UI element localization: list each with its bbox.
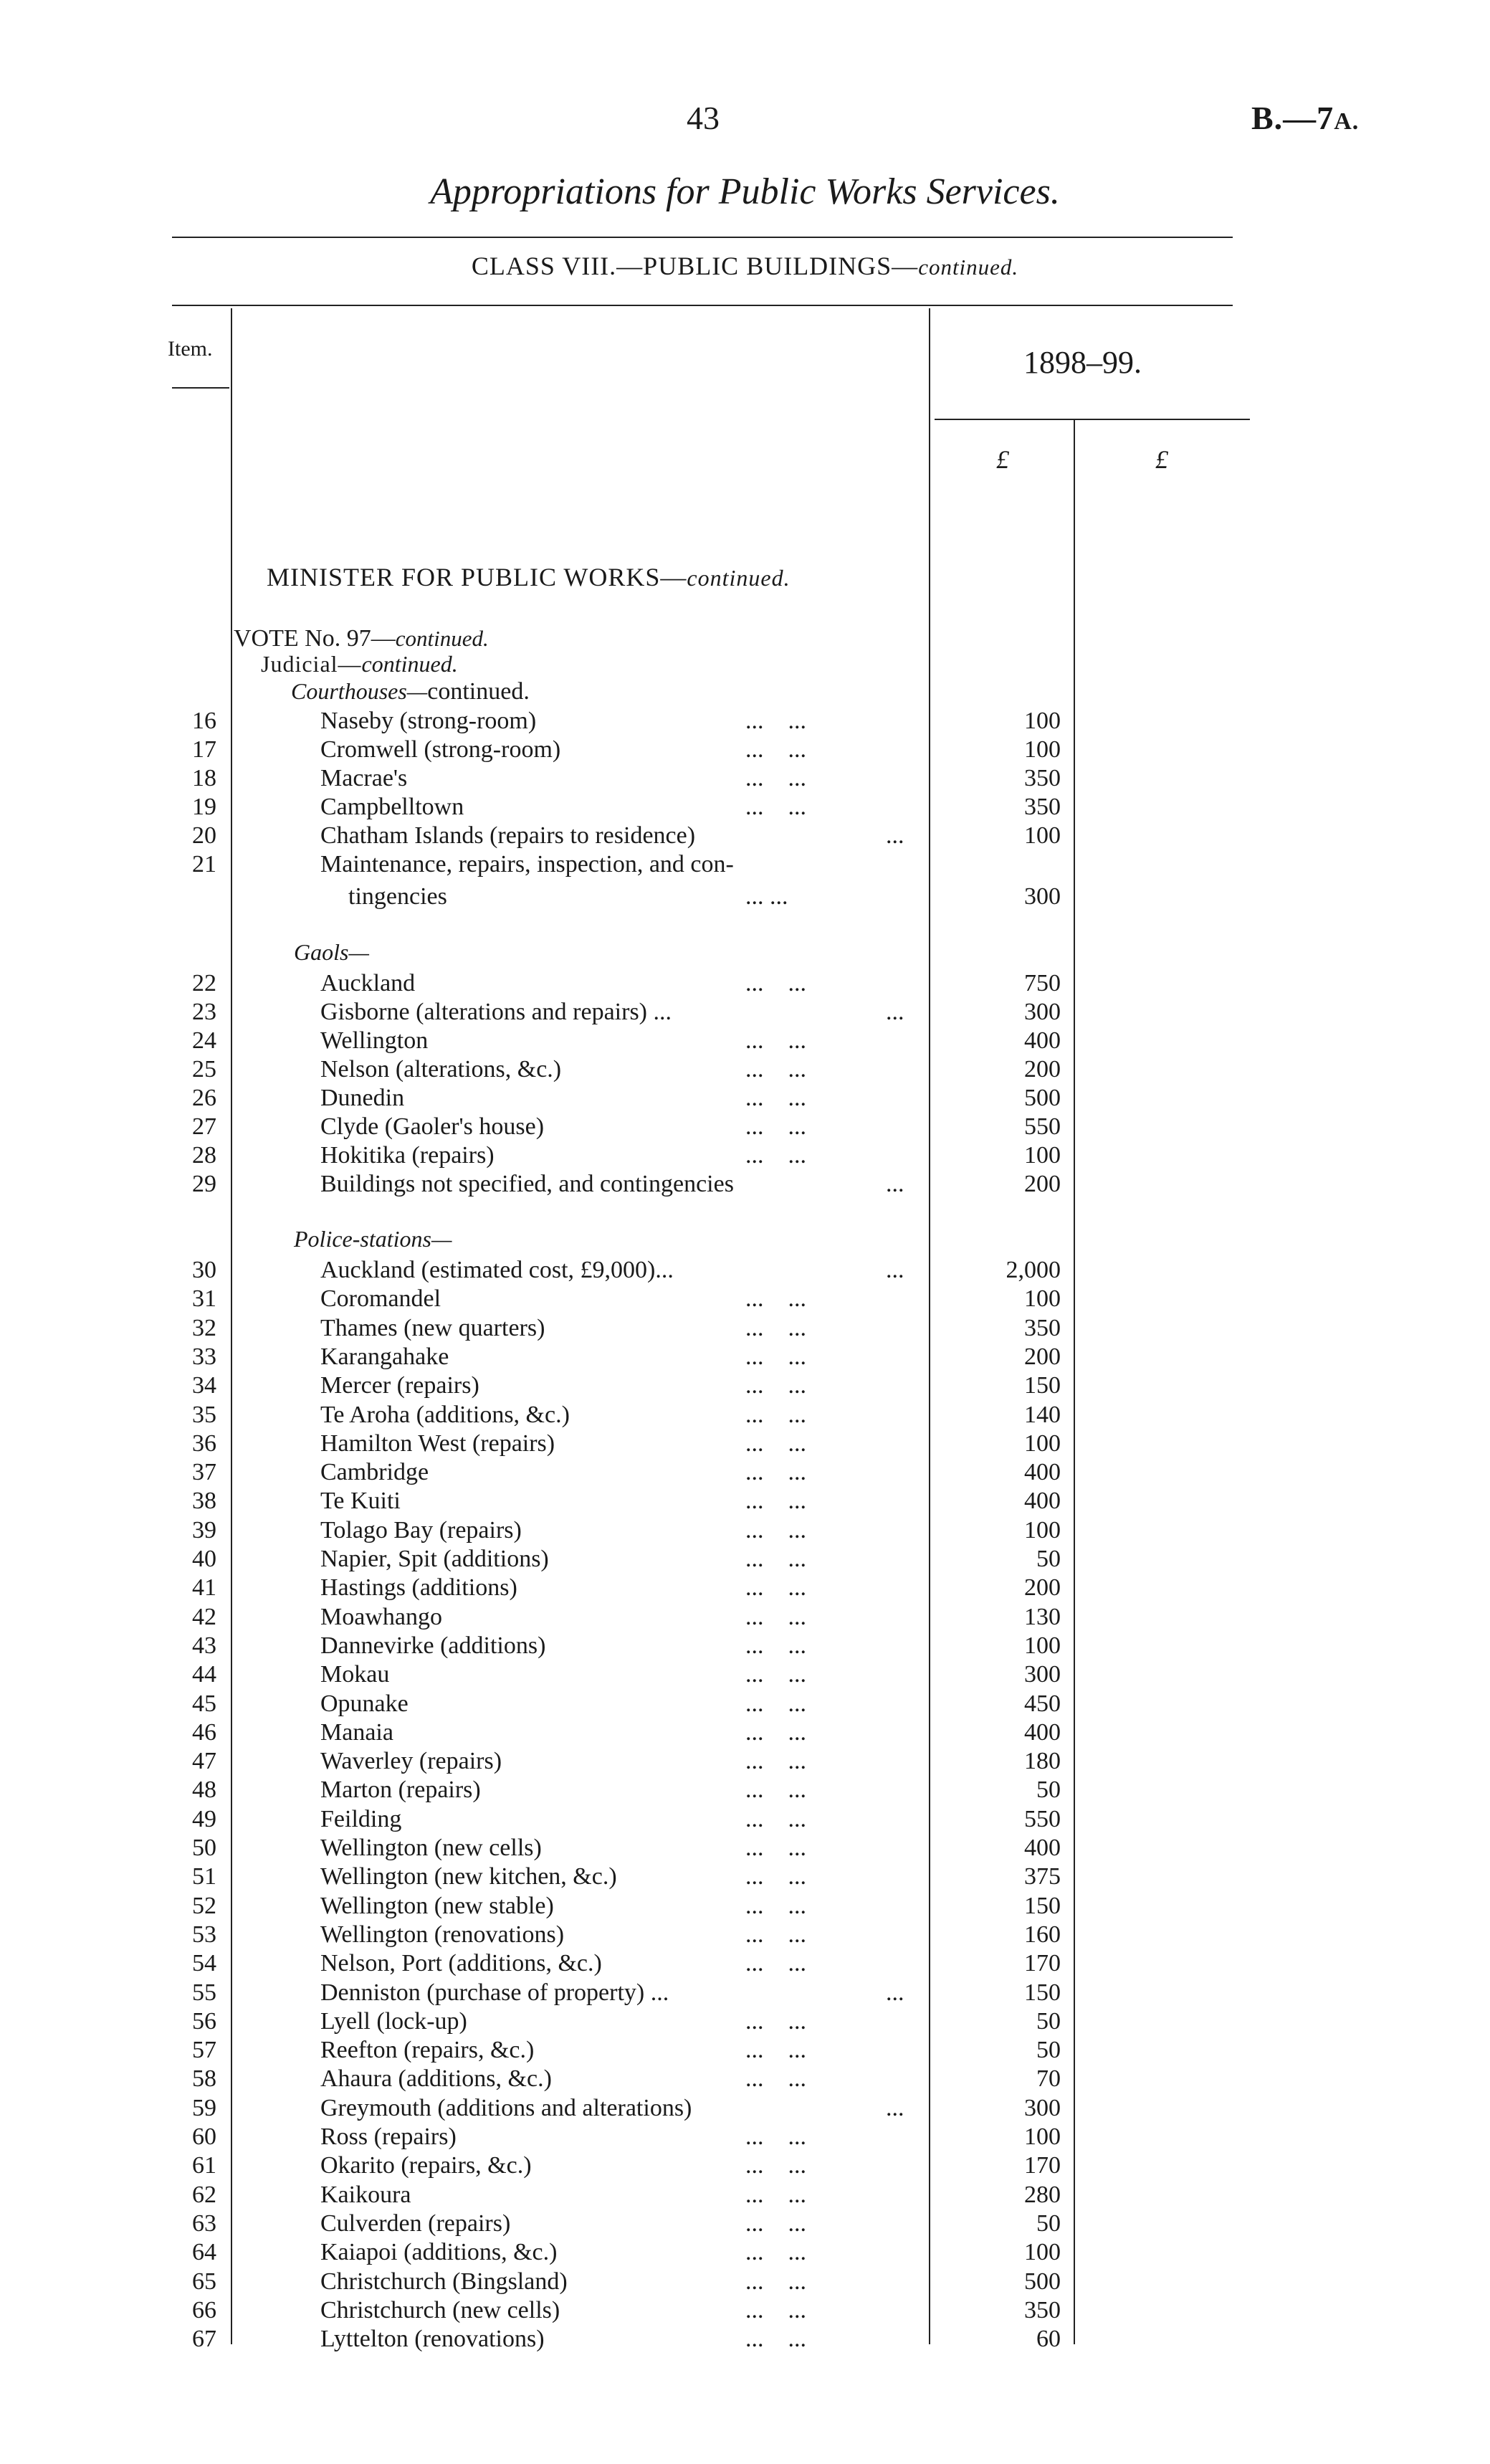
doc-ref-suffix: A. xyxy=(1334,108,1360,135)
item-number: 60 xyxy=(192,2123,216,2150)
leader-dots: ... ... xyxy=(745,1113,806,1140)
header-rule xyxy=(172,305,1233,306)
table-row xyxy=(0,2151,1490,2180)
item-amount: 300 xyxy=(1024,1661,1061,1688)
item-description: Kaikoura xyxy=(320,2181,411,2208)
item-amount: 100 xyxy=(1024,822,1061,849)
item-amount: 130 xyxy=(1024,1603,1061,1630)
leader-dots: ... ... xyxy=(745,736,806,763)
item-amount: 50 xyxy=(1036,2209,1061,2237)
table-row xyxy=(0,1747,1490,1776)
item-amount: 50 xyxy=(1036,1776,1061,1804)
document-reference xyxy=(1251,99,1359,137)
item-number: 53 xyxy=(192,1921,216,1948)
item-amount: 150 xyxy=(1024,1892,1061,1919)
leader-dots: ... ... xyxy=(745,1661,806,1688)
table-row xyxy=(0,2123,1490,2151)
vote-heading xyxy=(234,625,489,652)
item-amount: 170 xyxy=(1024,1950,1061,1977)
item-description: Hamilton West (repairs) xyxy=(320,1430,555,1457)
item-description: Wellington (new cells) xyxy=(320,1835,542,1861)
table-row xyxy=(0,2036,1490,2065)
item-description: Manaia xyxy=(320,1718,393,1746)
item-number: 33 xyxy=(192,1343,216,1370)
leader-dots: ... ... xyxy=(745,2037,806,2064)
item-description: Wellington xyxy=(320,1027,429,1054)
item-amount: 500 xyxy=(1024,1085,1061,1111)
item-description: Marton (repairs) xyxy=(320,1776,481,1804)
courthouses-title: Courthouses— xyxy=(291,678,428,704)
table-row xyxy=(0,822,1490,850)
item-amount: 100 xyxy=(1024,1142,1061,1169)
item-amount: 100 xyxy=(1024,1285,1061,1313)
item-number: 32 xyxy=(192,1314,216,1341)
table-row xyxy=(0,707,1490,736)
item-amount: 50 xyxy=(1036,2007,1061,2035)
item-amount: 350 xyxy=(1024,765,1061,791)
item-amount: 60 xyxy=(1036,2326,1061,2353)
table-row xyxy=(0,2065,1490,2093)
leader-dots: ... ... xyxy=(745,1343,806,1370)
leader-dots: ... ... xyxy=(745,1488,806,1515)
item-amount: 400 xyxy=(1024,1835,1061,1861)
item-number: 30 xyxy=(192,1257,216,1283)
row-21-continuation: tingencies xyxy=(348,883,447,910)
item-number: 46 xyxy=(192,1718,216,1746)
table-row xyxy=(0,1979,1490,2007)
item-description: Hokitika (repairs) xyxy=(320,1142,495,1169)
class-title: CLASS VIII.—PUBLIC BUILDINGS— xyxy=(471,252,919,280)
table-row xyxy=(0,2296,1490,2325)
table-row xyxy=(0,764,1490,793)
table-row xyxy=(0,1805,1490,1834)
leader-dots: ... ... xyxy=(745,1056,806,1083)
item-number: 58 xyxy=(192,2065,216,2093)
item-amount: 280 xyxy=(1024,2181,1061,2208)
leader-dots: ... ... xyxy=(745,2326,806,2353)
item-number: 28 xyxy=(192,1142,216,1169)
table-row xyxy=(0,793,1490,822)
leader-dots: ... ... xyxy=(745,1921,806,1948)
table-row xyxy=(0,1084,1490,1113)
table-row xyxy=(0,969,1490,998)
item-number: 61 xyxy=(192,2152,216,2179)
table-row xyxy=(0,1921,1490,1949)
item-description: Campbelltown xyxy=(320,794,464,820)
item-number: 26 xyxy=(192,1085,216,1111)
item-description: Reefton (repairs, &c.) xyxy=(320,2037,535,2064)
courthouses-heading xyxy=(291,678,530,705)
leader-dots: ... ... xyxy=(745,1805,806,1832)
table-row xyxy=(0,2238,1490,2267)
item-description: Nelson, Port (additions, &c.) xyxy=(320,1950,602,1977)
leader-dots: ... ... xyxy=(745,2268,806,2295)
item-number: 21 xyxy=(192,851,216,877)
item-amount: 100 xyxy=(1024,708,1061,734)
leader-dots: ... ... xyxy=(745,1372,806,1399)
leader-dots: ... xyxy=(886,999,904,1025)
item-amount: 100 xyxy=(1024,1632,1061,1659)
item-description: Macrae's xyxy=(320,765,408,791)
item-description: Mercer (repairs) xyxy=(320,1372,479,1399)
item-description: Auckland (estimated cost, £9,000)... xyxy=(320,1257,674,1283)
item-header-underline xyxy=(172,387,229,389)
item-number: 66 xyxy=(192,2296,216,2323)
item-number: 55 xyxy=(192,1979,216,2006)
leader-dots: ... xyxy=(886,1257,904,1283)
item-number: 20 xyxy=(192,822,216,849)
leader-dots: ... xyxy=(886,2094,904,2121)
table-row xyxy=(0,1285,1490,1313)
page-number: 43 xyxy=(687,100,720,136)
courthouses-continued: continued. xyxy=(427,678,530,705)
item-description: Moawhango xyxy=(320,1603,442,1630)
item-description: Chatham Islands (repairs to residence) xyxy=(320,822,696,849)
item-amount: 400 xyxy=(1024,1718,1061,1746)
item-number: 19 xyxy=(192,794,216,820)
item-description: Te Aroha (additions, &c.) xyxy=(320,1401,570,1428)
item-description: Clyde (Gaoler's house) xyxy=(320,1113,545,1140)
class-heading xyxy=(0,251,1490,281)
item-amount: 550 xyxy=(1024,1805,1061,1832)
item-description: Thames (new quarters) xyxy=(320,1314,545,1341)
item-description: Maintenance, repairs, inspection, and con- xyxy=(320,851,734,877)
item-number: 67 xyxy=(192,2326,216,2353)
leader-dots: ... ... xyxy=(745,1401,806,1428)
year-column-header: 1898–99. xyxy=(1023,345,1142,380)
item-description: Wellington (renovations) xyxy=(320,1921,565,1948)
leader-dots: ... ... xyxy=(745,1632,806,1659)
table-row xyxy=(0,1892,1490,1921)
item-amount: 400 xyxy=(1024,1027,1061,1054)
item-amount: 100 xyxy=(1024,736,1061,763)
leader-dots: ... ... xyxy=(745,2007,806,2035)
leader-dots: ... ... xyxy=(745,1748,806,1775)
leader-dots: ... xyxy=(886,822,904,849)
leader-dots: ... ... xyxy=(745,970,806,996)
item-number: 34 xyxy=(192,1372,216,1399)
table-row xyxy=(0,736,1490,764)
table-row xyxy=(0,998,1490,1027)
table-row xyxy=(0,1343,1490,1371)
table-row xyxy=(0,1256,1490,1285)
item-description: Greymouth (additions and alterations) xyxy=(320,2094,692,2121)
item-description: Karangahake xyxy=(320,1343,449,1370)
item-amount: 300 xyxy=(1024,999,1061,1025)
table-row xyxy=(0,1516,1490,1545)
minister-continued: continued. xyxy=(687,565,791,591)
item-number: 29 xyxy=(192,1171,216,1197)
table-row xyxy=(0,1632,1490,1660)
item-description: Dannevirke (additions) xyxy=(320,1632,546,1659)
police-heading: Police-stations— xyxy=(294,1226,452,1252)
item-description: Denniston (purchase of property) ... xyxy=(320,1979,669,2006)
leader-dots: ... ... xyxy=(745,1950,806,1977)
item-number: 54 xyxy=(192,1950,216,1977)
item-description: Hastings (additions) xyxy=(320,1574,517,1602)
leader-dots: ... ... xyxy=(745,2065,806,2093)
item-number: 24 xyxy=(192,1027,216,1054)
item-number: 44 xyxy=(192,1661,216,1688)
table-row xyxy=(0,1718,1490,1747)
item-number: 42 xyxy=(192,1603,216,1630)
page-title: Appropriations for Public Works Services. xyxy=(430,171,1060,212)
item-number: 47 xyxy=(192,1748,216,1775)
item-description: Cambridge xyxy=(320,1459,429,1486)
item-description: Nelson (alterations, &c.) xyxy=(320,1056,562,1083)
leader-dots: ... ... xyxy=(745,765,806,791)
table-row xyxy=(0,2325,1490,2354)
leader-dots: ... ... xyxy=(745,1892,806,1919)
table-row xyxy=(0,2209,1490,2238)
item-description: Opunake xyxy=(320,1690,409,1717)
table-row xyxy=(0,1055,1490,1084)
vote-text: VOTE No. 97— xyxy=(234,625,396,652)
item-number: 43 xyxy=(192,1632,216,1659)
item-amount: 50 xyxy=(1036,1546,1061,1572)
item-description: Cromwell (strong-room) xyxy=(320,736,561,763)
item-amount: 450 xyxy=(1024,1690,1061,1717)
table-row xyxy=(0,1574,1490,1602)
item-number: 25 xyxy=(192,1056,216,1083)
leader-dots: ... ... xyxy=(745,1546,806,1572)
item-amount: 100 xyxy=(1024,2239,1061,2266)
row-21-amount: 300 xyxy=(1024,883,1061,910)
item-number: 40 xyxy=(192,1546,216,1572)
item-number: 51 xyxy=(192,1863,216,1890)
item-number: 22 xyxy=(192,970,216,996)
pound-column-1: £ xyxy=(996,445,1009,474)
table-row xyxy=(0,2007,1490,2036)
leader-dots: ... ... xyxy=(745,1142,806,1169)
item-amount: 150 xyxy=(1024,1372,1061,1399)
item-description: Wellington (new stable) xyxy=(320,1892,554,1919)
item-amount: 100 xyxy=(1024,2123,1061,2150)
item-column-header: Item. xyxy=(168,337,213,361)
item-number: 50 xyxy=(192,1835,216,1861)
leader-dots: ... ... xyxy=(745,1314,806,1341)
gaols-heading: Gaols— xyxy=(294,939,369,965)
item-description: Tolago Bay (repairs) xyxy=(320,1516,522,1543)
item-number: 59 xyxy=(192,2094,216,2121)
item-amount: 350 xyxy=(1024,2296,1061,2323)
leader-dots: ... ... xyxy=(745,1459,806,1486)
item-amount: 2,000 xyxy=(1006,1257,1061,1283)
table-row xyxy=(0,1113,1490,1141)
item-number: 52 xyxy=(192,1892,216,1919)
judicial-heading xyxy=(261,651,458,677)
leader-dots: ... ... xyxy=(745,794,806,820)
item-description: Okarito (repairs, &c.) xyxy=(320,2152,532,2179)
leader-dots: ... ... xyxy=(745,1574,806,1602)
leader-dots: ... ... xyxy=(745,1603,806,1630)
item-amount: 200 xyxy=(1024,1171,1061,1197)
item-amount: 70 xyxy=(1036,2065,1061,2093)
item-number: 64 xyxy=(192,2239,216,2266)
leader-dots: ... xyxy=(886,1979,904,2006)
minister-heading xyxy=(267,562,791,592)
item-number: 49 xyxy=(192,1805,216,1832)
table-row xyxy=(0,1545,1490,1574)
item-number: 38 xyxy=(192,1488,216,1515)
leader-dots: ... ... xyxy=(745,2239,806,2266)
item-amount: 400 xyxy=(1024,1488,1061,1515)
leader-dots: ... ... xyxy=(745,1430,806,1457)
item-description: Ahaura (additions, &c.) xyxy=(320,2065,552,2093)
table-row xyxy=(0,1834,1490,1863)
item-number: 41 xyxy=(192,1574,216,1602)
item-number: 23 xyxy=(192,999,216,1025)
top-rule xyxy=(172,237,1233,238)
item-amount: 180 xyxy=(1024,1748,1061,1775)
leader-dots: ... ... xyxy=(745,1690,806,1717)
item-amount: 350 xyxy=(1024,794,1061,820)
item-description: Christchurch (new cells) xyxy=(320,2296,560,2323)
item-amount: 100 xyxy=(1024,1430,1061,1457)
item-description: Napier, Spit (additions) xyxy=(320,1546,549,1572)
item-description: Naseby (strong-room) xyxy=(320,708,537,734)
item-description: Culverden (repairs) xyxy=(320,2209,511,2237)
item-amount: 350 xyxy=(1024,1314,1061,1341)
class-continued: continued. xyxy=(918,255,1019,280)
item-number: 62 xyxy=(192,2181,216,2208)
table-row xyxy=(0,2094,1490,2123)
item-amount: 400 xyxy=(1024,1459,1061,1486)
table-row xyxy=(0,1430,1490,1458)
table-row xyxy=(0,2181,1490,2209)
table-row xyxy=(0,1401,1490,1430)
minister-text: MINISTER FOR PUBLIC WORKS— xyxy=(267,563,687,591)
table-row xyxy=(0,1603,1490,1632)
item-amount: 200 xyxy=(1024,1574,1061,1602)
item-number: 65 xyxy=(192,2268,216,2295)
table-row xyxy=(0,1776,1490,1804)
item-description: Dunedin xyxy=(320,1085,405,1111)
leader-dots: ... ... xyxy=(745,1085,806,1111)
leader-dots: ... ... xyxy=(745,2181,806,2208)
item-description: Kaiapoi (additions, &c.) xyxy=(320,2239,558,2266)
table-row xyxy=(0,1371,1490,1400)
item-description: Wellington (new kitchen, &c.) xyxy=(320,1863,617,1890)
item-number: 39 xyxy=(192,1516,216,1543)
table-row xyxy=(0,850,1490,879)
judicial-continued: continued. xyxy=(361,651,458,677)
item-number: 31 xyxy=(192,1285,216,1313)
table-row xyxy=(0,1949,1490,1978)
item-description: Gisborne (alterations and repairs) ... xyxy=(320,999,672,1025)
item-amount: 100 xyxy=(1024,1516,1061,1543)
table-row xyxy=(0,1027,1490,1055)
item-number: 63 xyxy=(192,2209,216,2237)
leader-dots: ... ... xyxy=(745,2209,806,2237)
table-row xyxy=(0,1487,1490,1516)
leader-dots: ... ... xyxy=(745,1285,806,1313)
item-amount: 300 xyxy=(1024,2094,1061,2121)
item-description: Lyttelton (renovations) xyxy=(320,2326,545,2353)
item-description: Feilding xyxy=(320,1805,402,1832)
item-amount: 170 xyxy=(1024,2152,1061,2179)
leader-dots: ... ... xyxy=(745,1516,806,1543)
item-amount: 140 xyxy=(1024,1401,1061,1428)
item-description: Ross (repairs) xyxy=(320,2123,457,2150)
item-number: 48 xyxy=(192,1776,216,1804)
item-number: 57 xyxy=(192,2037,216,2064)
leader-dots: ... ... xyxy=(745,2152,806,2179)
item-amount: 550 xyxy=(1024,1113,1061,1140)
item-description: Mokau xyxy=(320,1661,390,1688)
pound-column-2: £ xyxy=(1155,445,1168,474)
item-amount: 160 xyxy=(1024,1921,1061,1948)
item-number: 16 xyxy=(192,708,216,734)
table-row xyxy=(0,1660,1490,1689)
leader-dots: ... ... xyxy=(745,1718,806,1746)
item-description: Waverley (repairs) xyxy=(320,1748,502,1775)
table-row xyxy=(0,1170,1490,1199)
leader-dots: ... ... xyxy=(745,1835,806,1861)
table-row xyxy=(0,1141,1490,1170)
item-number: 37 xyxy=(192,1459,216,1486)
year-underline xyxy=(935,419,1250,420)
item-description: Christchurch (Bingsland) xyxy=(320,2268,568,2295)
row-21-dots: ... ... xyxy=(745,883,788,910)
leader-dots: ... ... xyxy=(745,1863,806,1890)
leader-dots: ... xyxy=(886,1171,904,1197)
leader-dots: ... ... xyxy=(745,708,806,734)
item-description: Auckland xyxy=(320,970,416,996)
item-amount: 500 xyxy=(1024,2268,1061,2295)
leader-dots: ... ... xyxy=(745,2296,806,2323)
item-description: Te Kuiti xyxy=(320,1488,401,1515)
item-number: 45 xyxy=(192,1690,216,1717)
item-amount: 200 xyxy=(1024,1056,1061,1083)
table-row xyxy=(0,2268,1490,2296)
item-number: 18 xyxy=(192,765,216,791)
table-row xyxy=(0,1458,1490,1487)
item-number: 35 xyxy=(192,1401,216,1428)
leader-dots: ... ... xyxy=(745,1776,806,1804)
item-amount: 750 xyxy=(1024,970,1061,996)
item-description: Buildings not specified, and contingencies xyxy=(320,1171,734,1197)
judicial-text: Judicial— xyxy=(261,651,362,677)
table-row xyxy=(0,1690,1490,1718)
item-description: Lyell (lock-up) xyxy=(320,2007,467,2035)
table-row xyxy=(0,1314,1490,1343)
item-description: Coromandel xyxy=(320,1285,441,1313)
item-amount: 200 xyxy=(1024,1343,1061,1370)
item-number: 36 xyxy=(192,1430,216,1457)
leader-dots: ... ... xyxy=(745,1027,806,1054)
item-amount: 375 xyxy=(1024,1863,1061,1890)
item-amount: 50 xyxy=(1036,2037,1061,2064)
doc-ref-main: B.—7 xyxy=(1251,100,1334,136)
item-number: 27 xyxy=(192,1113,216,1140)
item-number: 56 xyxy=(192,2007,216,2035)
vote-continued: continued. xyxy=(395,626,489,651)
table-row xyxy=(0,1863,1490,1891)
item-amount: 150 xyxy=(1024,1979,1061,2006)
leader-dots: ... ... xyxy=(745,2123,806,2150)
item-number: 17 xyxy=(192,736,216,763)
